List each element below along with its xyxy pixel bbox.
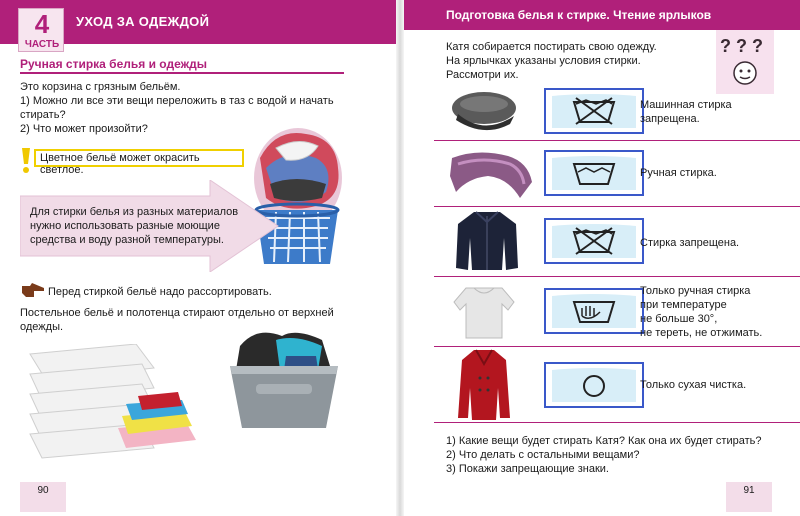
right-intro-line-1: Катя собирается постирать свою одежду.: [446, 41, 657, 53]
left-page: [0, 0, 396, 516]
part-badge: [18, 8, 64, 52]
arrow-text-line: Для стирки белья из разных материалов: [30, 206, 239, 218]
intro-line-4: 2) Что может произойти?: [20, 123, 148, 135]
question-2: 2) Что делать с остальными вещами?: [446, 449, 640, 461]
label-desc-4: [640, 284, 762, 340]
hand-wash-30-icon: [546, 290, 642, 332]
right-intro-line-2: На ярлычках указаны условия стирки.: [446, 55, 641, 67]
no-machine-wash-icon: [546, 90, 642, 132]
arrow-text-line: нужно использовать разные моющие: [30, 220, 220, 232]
label-desc-2: [640, 166, 717, 180]
part-label: ЧАСТЬ: [24, 39, 60, 50]
label-desc-3: [640, 236, 739, 250]
care-label-no-machine-wash: [544, 88, 644, 134]
thinking-face-icon: [732, 60, 758, 86]
info-arrow-text: [30, 205, 240, 247]
intro-line-2: 1) Можно ли все эти вещи переложить в таз с водой и начать: [20, 95, 334, 107]
page-number-left: 90: [20, 482, 66, 512]
care-label-hand-wash: [544, 150, 644, 196]
warning-exclamation-icon: [20, 146, 32, 174]
question-marks-badge: [716, 30, 774, 94]
desc-line: не больше 30°,: [640, 313, 718, 325]
towels-image: [26, 344, 206, 460]
desc-line: при температуре: [640, 299, 727, 311]
separate-line-2: одежды.: [20, 321, 64, 333]
desc-line: запрещена.: [640, 113, 700, 125]
scarf-image: [448, 148, 534, 202]
row-divider: [434, 140, 800, 141]
laundry-tub-image: [226, 326, 346, 432]
desc-line: не тереть, не отжимать.: [640, 327, 763, 339]
separate-line-1: Постельное бельё и полотенца стирают отдельно от верхней: [20, 307, 334, 319]
chapter-title: УХОД ЗА ОДЕЖДОЙ: [76, 14, 210, 29]
desc-line: Ручная стирка.: [640, 167, 717, 179]
book-gutter: [396, 0, 404, 516]
care-label-dry-clean: [544, 362, 644, 408]
desc-line: Только сухая чистка.: [640, 379, 747, 391]
cap-image: [448, 86, 520, 138]
pointing-hand-icon: [22, 283, 44, 297]
row-divider: [434, 276, 800, 277]
no-wash-icon: [546, 220, 642, 262]
warning-note: Цветное бельё может окрасить светлое.: [34, 149, 244, 167]
intro-line-1: Это корзина с грязным бельём.: [20, 81, 181, 93]
section-title: Ручная стирка белья и одежды: [20, 57, 207, 71]
row-divider: [434, 206, 800, 207]
desc-line: Только ручная стирка: [640, 285, 751, 297]
coat-image: [456, 348, 512, 422]
care-label-no-wash: [544, 218, 644, 264]
intro-line-3: стирать?: [20, 109, 66, 121]
sweater-image: [452, 284, 516, 340]
hand-wash-icon: [546, 152, 642, 194]
question-1: 1) Какие вещи будет стирать Катя? Как она их будет стирать?: [446, 435, 762, 447]
label-desc-5: [640, 378, 746, 392]
right-intro-line-3: Рассмотри их.: [446, 69, 519, 81]
question-marks: ? ? ?: [720, 36, 763, 56]
page-number-right: 91: [726, 482, 772, 512]
sort-tip: Перед стиркой бельё надо рассортировать.: [48, 286, 272, 298]
question-3: 3) Покажи запрещающие знаки.: [446, 463, 609, 475]
row-divider: [434, 346, 800, 347]
arrow-text-line: средства и воду разной температуры.: [30, 234, 224, 246]
desc-line: Стирка запрещена.: [640, 237, 740, 249]
label-desc-1: [640, 98, 732, 126]
care-label-hand-wash-30: [544, 288, 644, 334]
desc-line: Машинная стирка: [640, 99, 732, 111]
part-number: 4: [34, 9, 50, 39]
jacket-image: [454, 208, 520, 272]
right-page: [404, 0, 800, 516]
row-divider: [434, 422, 800, 423]
section-underline: [20, 72, 344, 74]
right-page-title: Подготовка белья к стирке. Чтение ярлыков: [446, 8, 712, 22]
dry-clean-icon: [546, 364, 642, 406]
